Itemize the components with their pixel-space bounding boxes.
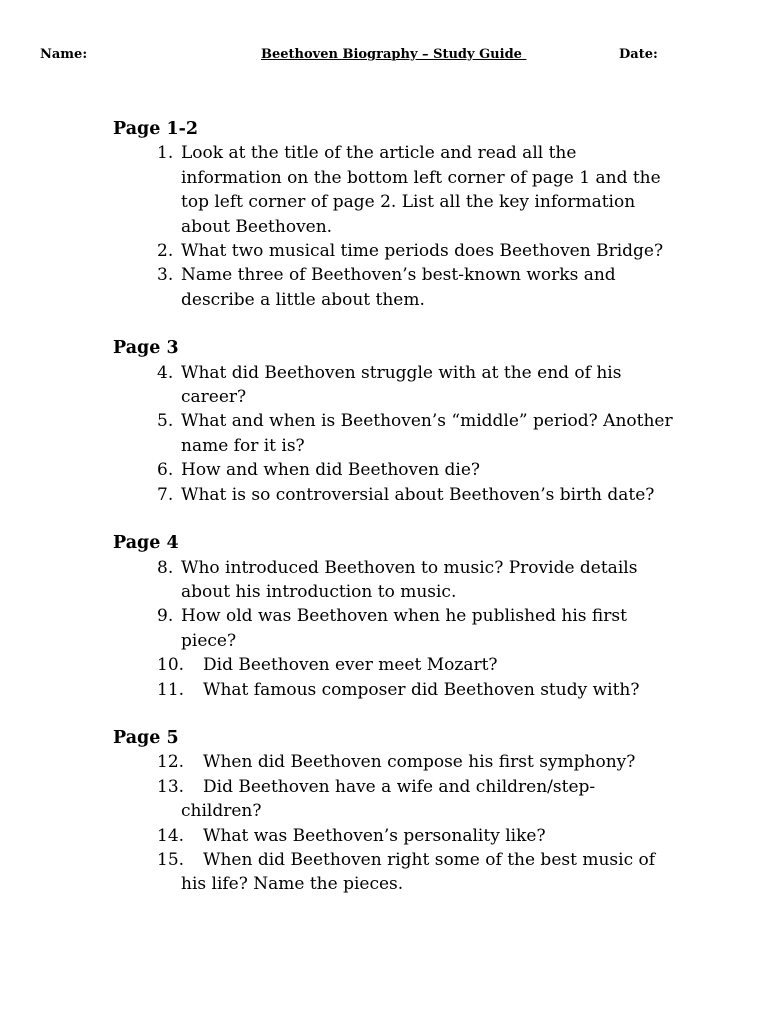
question-text: How and when did Beethoven die?: [181, 460, 481, 481]
question-text: How old was Beethoven when he published his first piece?: [181, 606, 627, 651]
question-item: [113, 458, 673, 482]
section-page-5: [113, 726, 673, 897]
question-item: [113, 483, 673, 507]
question-text: When did Beethoven compose his first symphony?: [203, 752, 636, 773]
section-page-4: [113, 531, 673, 702]
question-item: [113, 604, 673, 653]
question-number: 15.: [157, 849, 185, 870]
question-text: Name three of Beethoven’s best-known works and describe a little about them.: [181, 265, 616, 310]
question-item: [113, 653, 673, 677]
question-item: [113, 848, 673, 897]
question-number: 3.: [157, 265, 174, 286]
question-number: 8.: [157, 557, 174, 578]
question-list: [113, 750, 673, 896]
study-guide-content: [113, 117, 673, 921]
question-number: 13.: [157, 776, 185, 797]
section-page-1-2: [113, 117, 673, 312]
question-item: [113, 263, 673, 312]
document-title: Beethoven Biography – Study Guide: [261, 47, 527, 62]
question-item: [113, 239, 673, 263]
question-number: 2.: [157, 241, 174, 262]
name-label: Name:: [40, 47, 88, 62]
question-number: 1.: [157, 143, 174, 164]
question-text: When did Beethoven right some of the best music of his life? Name the pieces.: [181, 849, 656, 895]
question-list: [113, 556, 673, 702]
question-number: 5.: [157, 411, 174, 432]
section-page-3: [113, 336, 673, 507]
question-text: Look at the title of the article and read all the information on the bottom left corner of page 1 and the top left corner of page 2. List all the key information about Beethoven.: [181, 143, 661, 237]
question-number: 10.: [157, 655, 185, 676]
question-text: What two musical time periods does Beethoven Bridge?: [181, 241, 664, 262]
question-item: [113, 678, 673, 702]
question-text: Who introduced Beethoven to music? Provide details about his introduction to music.: [181, 557, 638, 602]
section-heading: Page 5: [113, 727, 179, 748]
question-number: 7.: [157, 484, 174, 505]
question-item: [113, 141, 673, 239]
question-text: Did Beethoven have a wife and children/step-children?: [181, 776, 596, 822]
question-item: [113, 750, 673, 774]
section-heading: Page 4: [113, 533, 179, 554]
question-list: [113, 141, 673, 312]
question-item: [113, 361, 673, 410]
question-item: [113, 824, 673, 848]
section-heading: Page 3: [113, 338, 179, 359]
question-number: 11.: [157, 679, 185, 700]
question-item: [113, 775, 673, 824]
document-header: [0, 47, 768, 67]
question-text: What and when is Beethoven’s “middle” period? Another name for it is?: [181, 411, 673, 456]
question-number: 9.: [157, 606, 174, 627]
date-label: Date:: [619, 47, 658, 62]
question-list: [113, 361, 673, 507]
question-text: What famous composer did Beethoven study with?: [203, 679, 640, 700]
question-text: What did Beethoven struggle with at the end of his career?: [181, 362, 622, 408]
section-heading: Page 1-2: [113, 119, 199, 139]
question-text: What was Beethoven’s personality like?: [203, 825, 546, 846]
question-item: [113, 409, 673, 458]
question-text: Did Beethoven ever meet Mozart?: [203, 655, 498, 676]
question-text: What is so controversial about Beethoven’s birth date?: [181, 484, 655, 505]
question-item: [113, 556, 673, 605]
question-number: 6.: [157, 460, 174, 481]
question-number: 4.: [157, 362, 174, 383]
question-number: 12.: [157, 752, 185, 773]
question-number: 14.: [157, 825, 185, 846]
